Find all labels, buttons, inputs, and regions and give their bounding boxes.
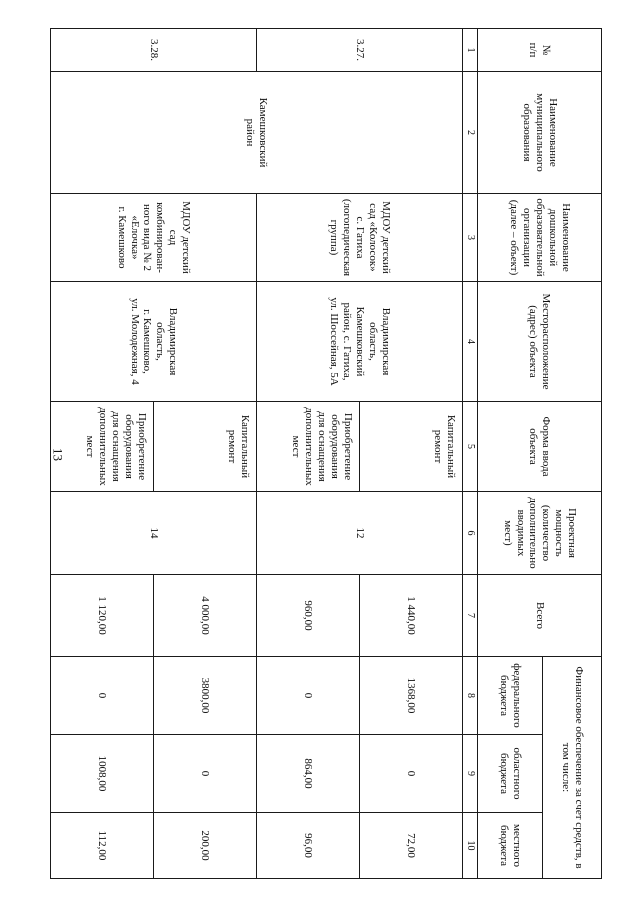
federal-value: 3800,00: [154, 657, 257, 735]
column-number: 9: [463, 735, 478, 813]
local-value: 200,00: [154, 813, 257, 879]
column-number: 2: [463, 72, 478, 194]
header-regional: областного бюджета: [478, 735, 543, 813]
object-location: Владимирская область, г. Камешково, ул. Молодежная, 4: [51, 282, 257, 402]
rotated-table-container: [72, 28, 602, 878]
funding-table: [50, 28, 602, 879]
capacity-value: 14: [51, 492, 257, 575]
header-local: местного бюджета: [478, 813, 543, 879]
column-number: 6: [463, 492, 478, 575]
header-funding-group: Финансовое обеспечение за счет средств, в том числе:: [543, 657, 602, 879]
header-organization: Наименование дошкольной образовательной организации (далее – объект): [478, 194, 602, 282]
column-number: 5: [463, 402, 478, 492]
regional-value: 0: [360, 735, 463, 813]
local-value: 112,00: [51, 813, 154, 879]
header-capacity: Проектная мощность (количество дополнительно вводимых мест): [478, 492, 602, 575]
column-numbers-row: [463, 29, 478, 879]
federal-value: 0: [51, 657, 154, 735]
header-entry-form: Форма ввода объекта: [478, 402, 602, 492]
header-federal: федерального бюджета: [478, 657, 543, 735]
object-location: Владимирская область, Камешковский район, с. Гатиха, ул. Шоссейная, 5А: [257, 282, 463, 402]
total-value: 1 440,00: [360, 575, 463, 657]
entry-form: Капитальный ремонт: [154, 402, 257, 492]
federal-value: 1368,00: [360, 657, 463, 735]
header-num: № п/п: [478, 29, 602, 72]
page-number: 13: [50, 448, 66, 461]
capacity-value: 12: [257, 492, 463, 575]
regional-value: 0: [154, 735, 257, 813]
column-number: 10: [463, 813, 478, 879]
regional-value: 1008,00: [51, 735, 154, 813]
entry-form: Приобретение оборудования для оснащения дополнительных мест: [257, 402, 360, 492]
header-municipality: Наименование муниципального образования: [478, 72, 602, 194]
column-number: 3: [463, 194, 478, 282]
total-value: 1 120,00: [51, 575, 154, 657]
federal-value: 0: [257, 657, 360, 735]
column-number: 1: [463, 29, 478, 72]
column-number: 7: [463, 575, 478, 657]
row-number: 3.27.: [257, 29, 463, 72]
row-number: 3.28.: [51, 29, 257, 72]
regional-value: 864,00: [257, 735, 360, 813]
table-row: [360, 29, 463, 879]
column-number: 8: [463, 657, 478, 735]
total-value: 960,00: [257, 575, 360, 657]
organization-name: МДОУ детский сад комбинирован- ного вида № 2 «Елочка» г. Камешково: [51, 194, 257, 282]
column-number: 4: [463, 282, 478, 402]
funding-table-wrapper: [72, 28, 602, 878]
entry-form: Приобретение оборудования для оснащения дополнительных мест: [51, 402, 154, 492]
total-value: 4 000,00: [154, 575, 257, 657]
header-total: Всего: [478, 575, 602, 657]
organization-name: МДОУ детский сад «Колосок» с. Гатиха (логопедическая группа): [257, 194, 463, 282]
header-location: Месторасположение (адрес) объекта: [478, 282, 602, 402]
local-value: 96,00: [257, 813, 360, 879]
municipality-name: Камешковский район: [51, 72, 463, 194]
entry-form: Капитальный ремонт: [360, 402, 463, 492]
local-value: 72,00: [360, 813, 463, 879]
